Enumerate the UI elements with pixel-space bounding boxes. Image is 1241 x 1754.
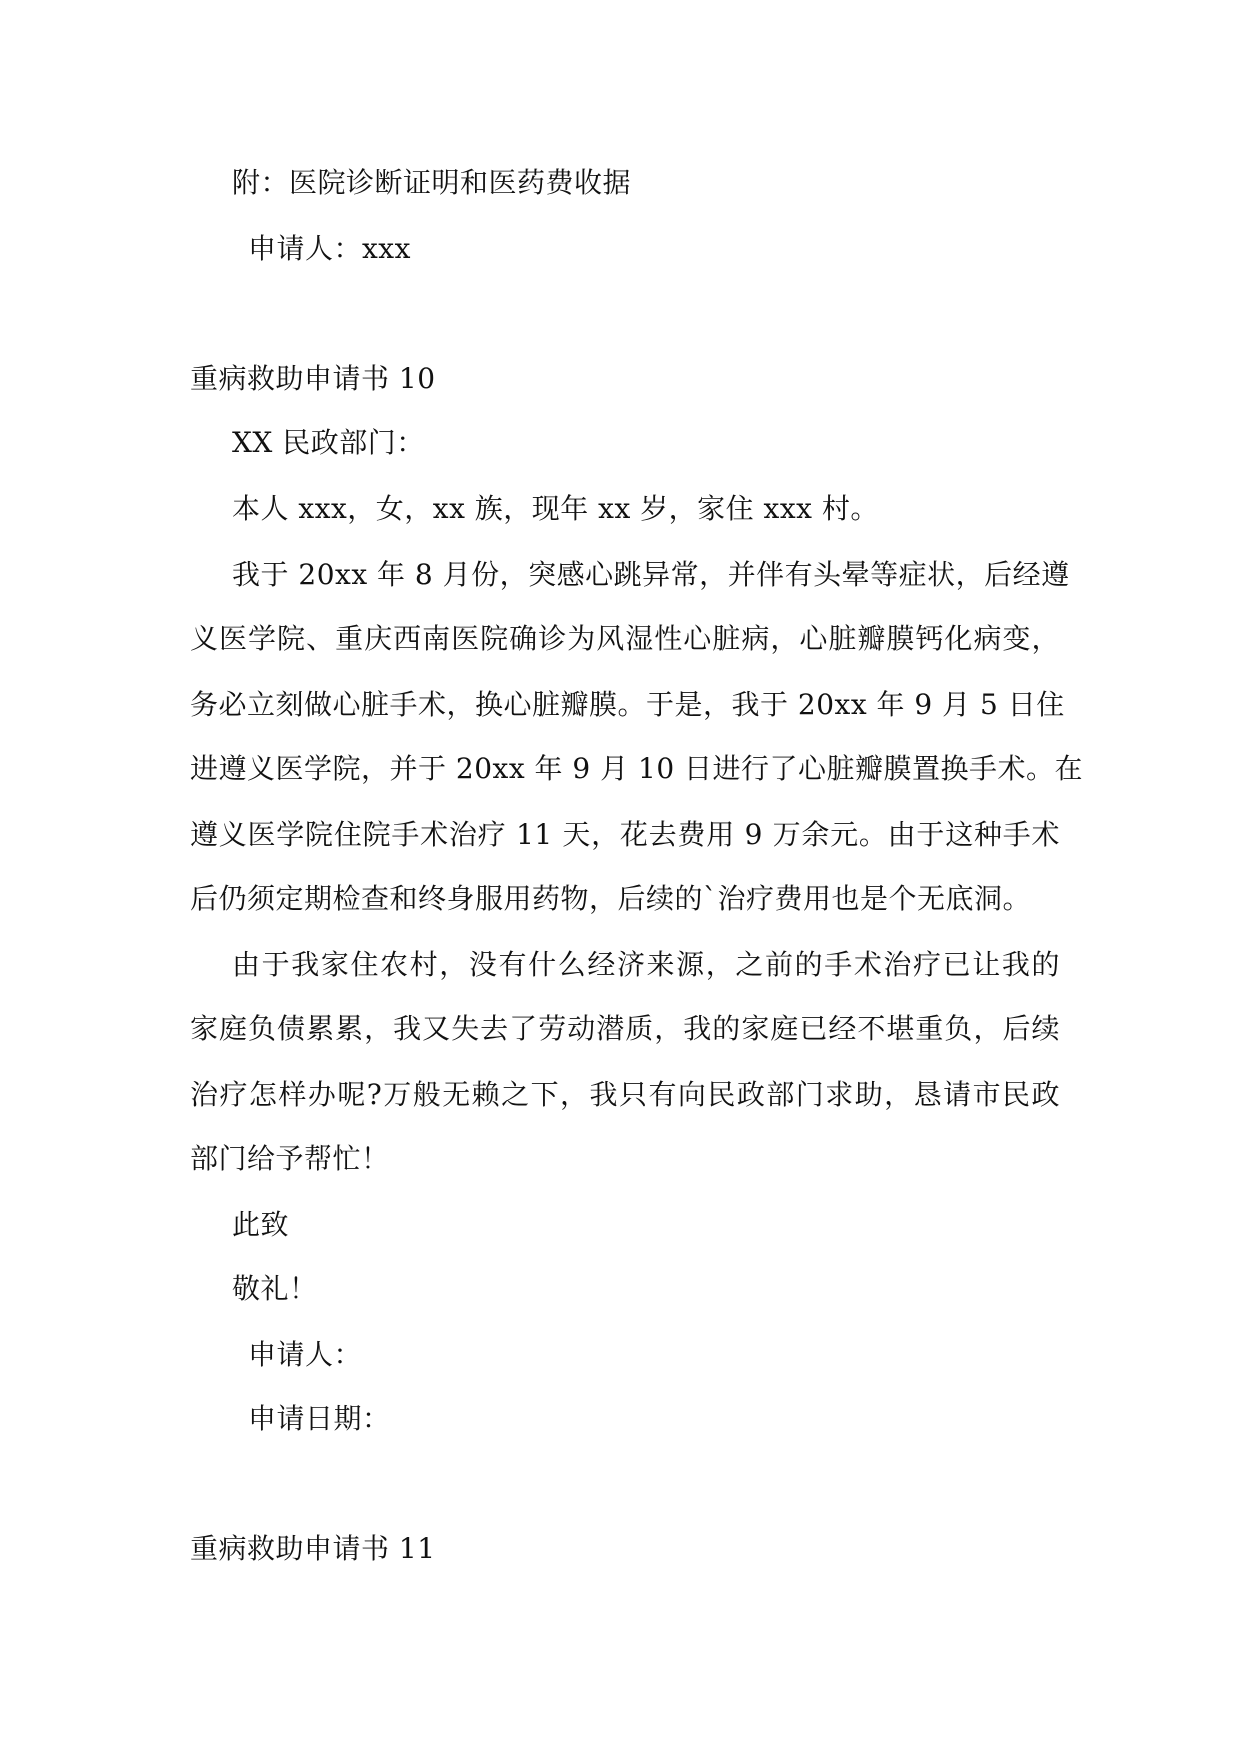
section-title-11: 重病救助申请书 11	[190, 1532, 436, 1565]
closing-line-2: 敬礼！	[232, 1272, 318, 1305]
salutation: XX 民政部门：	[232, 426, 425, 459]
paragraph-1-line: 进遵义医学院，并于 20xx 年 9 月 10 日进行了心脏瓣膜置换手术。在	[190, 752, 1084, 785]
paragraph-1-line: 务必立刻做心脏手术，换心脏瓣膜。于是，我于 20xx 年 9 月 5 日住	[190, 688, 1065, 721]
paragraph-2-line: 治疗怎样办呢?万般无赖之下，我只有向民政部门求助，恳请市民政	[190, 1078, 1060, 1111]
paragraph-2-line: 由于我家住农村，没有什么经济来源，之前的手术治疗已让我的	[232, 948, 1060, 981]
attachment-note: 附：医院诊断证明和医药费收据	[232, 166, 632, 199]
date-label: 申请日期：	[248, 1402, 391, 1435]
applicant-name-line: 申请人：xxx	[248, 232, 411, 265]
paragraph-1-line: 后仍须定期检查和终身服用药物，后续的`治疗费用也是个无底洞。	[190, 882, 1032, 915]
paragraph-2-line: 家庭负债累累，我又失去了劳动潜质，我的家庭已经不堪重负，后续	[190, 1012, 1060, 1045]
section-title-10: 重病救助申请书 10	[190, 362, 436, 395]
paragraph-2-line: 部门给予帮忙！	[190, 1142, 390, 1175]
applicant-label: 申请人：	[248, 1338, 363, 1371]
paragraph-1-line: 遵义医学院住院手术治疗 11 天，花去费用 9 万余元。由于这种手术	[190, 818, 1060, 851]
paragraph-1-line: 义医学院、重庆西南医院确诊为风湿性心脏病，心脏瓣膜钙化病变，	[190, 622, 1060, 655]
paragraph-1-line: 我于 20xx 年 8 月份，突感心跳异常，并伴有头晕等症状，后经遵	[232, 558, 1070, 591]
closing-line-1: 此致	[232, 1208, 290, 1241]
intro-paragraph: 本人 xxx，女，xx 族，现年 xx 岁，家住 xxx 村。	[232, 492, 879, 525]
